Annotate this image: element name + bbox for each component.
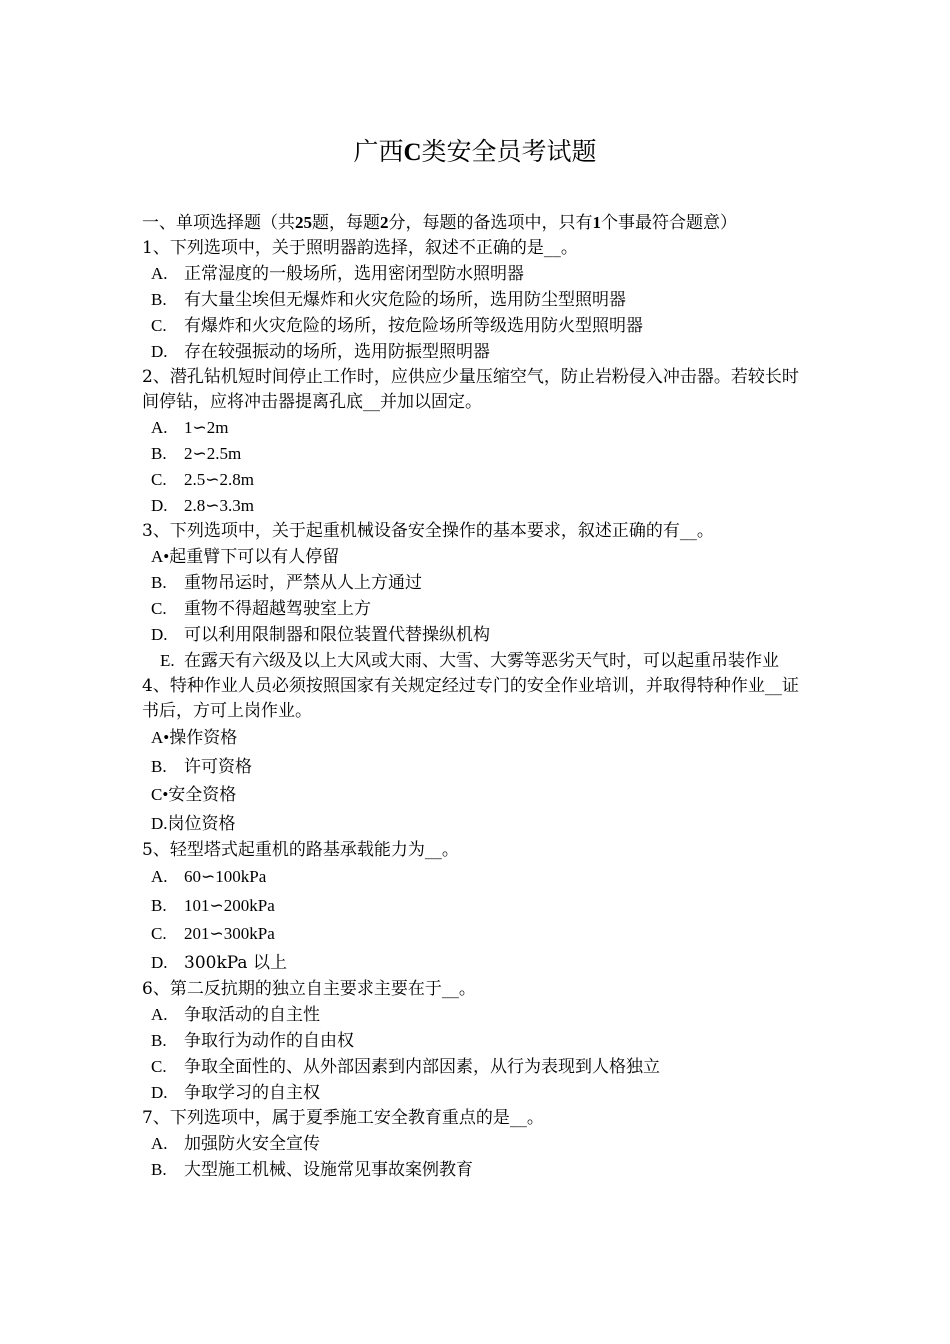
option-text: 争取行为动作的自由权 <box>184 1031 354 1051</box>
option-letter: A• <box>151 728 170 747</box>
option-text: 2∽2.5m <box>184 444 242 463</box>
option-text: 岗位资格 <box>167 813 236 834</box>
option-text: 有爆炸和火灾危险的场所，按危险场所等级选用防火型照明器 <box>184 316 643 336</box>
section-text-2: 题，每题 <box>312 213 380 233</box>
option-item <box>142 1157 807 1183</box>
question-stem: 7、下列选项中，属于夏季施工安全教育重点的是__。 <box>142 1108 544 1128</box>
option-letter: B. <box>151 573 167 592</box>
option-letter: B. <box>151 1031 167 1050</box>
option-text: 有大量尘埃但无爆炸和火灾危险的场所，选用防尘型照明器 <box>184 290 626 310</box>
option-item <box>142 724 807 753</box>
option-text: 安全资格 <box>168 785 237 805</box>
option-letter: C. <box>151 1057 167 1076</box>
option-item <box>142 1054 807 1080</box>
option-item <box>142 949 807 978</box>
question-stem: 6、第二反抗期的独立自主要求主要在于__。 <box>142 979 476 999</box>
option-text: 起重臂下可以有人停留 <box>169 547 340 567</box>
option-item <box>142 261 807 287</box>
section-text-3: 分，每题的备选项中，只有 <box>388 213 593 233</box>
option-item <box>142 570 807 596</box>
option-letter: A. <box>151 1005 168 1024</box>
option-item <box>142 544 807 570</box>
section-answer-count: 1 <box>592 213 601 232</box>
section-count: 25 <box>295 213 312 232</box>
option-text: 争取全面性的、从外部因素到内部因素，从行为表现到人格独立 <box>184 1057 660 1077</box>
option-text: 201∽300kPa <box>184 924 275 943</box>
option-letter: A. <box>151 1134 168 1153</box>
title-prefix: 广西 <box>353 137 404 166</box>
option-item <box>142 810 807 839</box>
question-stem: 4、特种作业人员必须按照国家有关规定经过专门的安全作业培训，并取得特种作业__证书后，方可上岗作业。 <box>142 676 799 721</box>
option-letter: D. <box>151 1083 168 1102</box>
option-letter: D. <box>151 342 168 361</box>
document-body <box>142 210 807 1183</box>
option-text: 60∽100kPa <box>184 867 267 886</box>
option-letter: E. <box>160 651 175 670</box>
option-letter: D. <box>151 625 168 644</box>
option-letter: D. <box>151 813 168 833</box>
option-letter: B. <box>151 290 167 309</box>
option-letter: C. <box>151 599 167 618</box>
option-item <box>142 920 807 949</box>
option-item <box>142 313 807 339</box>
option-text: 争取学习的自主权 <box>184 1083 320 1103</box>
option-text: 重物不得超越驾驶室上方 <box>184 599 371 619</box>
title-bold-letter: C <box>403 139 422 166</box>
option-letter: A. <box>151 264 168 283</box>
option-item <box>142 415 807 441</box>
option-letter: C. <box>151 470 167 489</box>
option-text: 许可资格 <box>184 756 252 777</box>
option-item <box>142 441 807 467</box>
option-item <box>142 1028 807 1054</box>
section-score: 2 <box>380 213 389 232</box>
option-text: 正常湿度的一般场所，选用密闭型防水照明器 <box>184 264 524 284</box>
option-item <box>142 493 807 519</box>
option-text: 可以利用限制器和限位装置代替操纵机构 <box>184 625 490 645</box>
page-title <box>0 134 950 171</box>
option-item <box>142 863 807 892</box>
option-text: 101∽200kPa <box>184 895 275 915</box>
option-letter: B. <box>151 895 167 915</box>
option-item <box>142 753 807 782</box>
option-text: 争取活动的自主性 <box>184 1005 320 1025</box>
option-text: 2.8∽3.3m <box>184 496 254 515</box>
title-suffix: 类安全员考试题 <box>421 137 597 166</box>
option-text: 大型施工机械、设施常见事故案例教育 <box>184 1160 473 1180</box>
option-item <box>142 892 807 921</box>
option-letter: A. <box>151 867 168 886</box>
option-text: 存在较强振动的场所，选用防振型照明器 <box>184 342 490 362</box>
option-item <box>142 467 807 493</box>
option-letter: C. <box>151 924 167 943</box>
section-text-1: 一、单项选择题（共 <box>142 213 295 233</box>
section-heading <box>142 210 807 236</box>
option-item <box>142 1080 807 1106</box>
option-letter: D. <box>151 496 168 515</box>
question-stem: 5、轻型塔式起重机的路基承载能力为__。 <box>142 840 459 860</box>
option-text: 操作资格 <box>169 728 238 748</box>
option-letter: A• <box>151 547 170 566</box>
option-item <box>142 648 807 674</box>
option-item <box>142 1002 807 1028</box>
option-letter: C. <box>151 316 167 335</box>
option-item <box>142 339 807 365</box>
option-item <box>142 781 807 810</box>
option-letter: B. <box>151 756 167 776</box>
section-text-4: 个事最符合题意） <box>601 213 737 233</box>
option-letter: C• <box>151 785 169 804</box>
option-item <box>142 596 807 622</box>
option-item <box>142 287 807 313</box>
option-text: 2.5∽2.8m <box>184 470 254 489</box>
option-text: 300kPa 以上 <box>184 952 287 973</box>
question-stem: 1、下列选项中，关于照明器韵选择，叙述不正确的是__。 <box>142 238 578 258</box>
option-letter: D. <box>151 952 168 972</box>
option-text: 在露天有六级及以上大风或大雨、大雪、大雾等恶劣天气时，可以起重吊装作业 <box>184 651 779 671</box>
option-text: 加强防火安全宣传 <box>184 1134 320 1154</box>
option-letter: B. <box>151 1160 167 1179</box>
option-letter: B. <box>151 444 167 463</box>
question-stem: 2、潜孔钻机短时间停止工作时，应供应少量压缩空气，防止岩粉侵入冲击器。若较长时间停钻，应将冲击器提离孔底__并加以固定。 <box>142 367 799 412</box>
option-letter: A. <box>151 418 168 437</box>
option-item <box>142 622 807 648</box>
option-text: 1∽2m <box>184 418 229 437</box>
option-text: 重物吊运时，严禁从人上方通过 <box>184 573 422 593</box>
option-item <box>142 1131 807 1157</box>
question-stem: 3、下列选项中，关于起重机械设备安全操作的基本要求，叙述正确的有__。 <box>142 521 714 541</box>
